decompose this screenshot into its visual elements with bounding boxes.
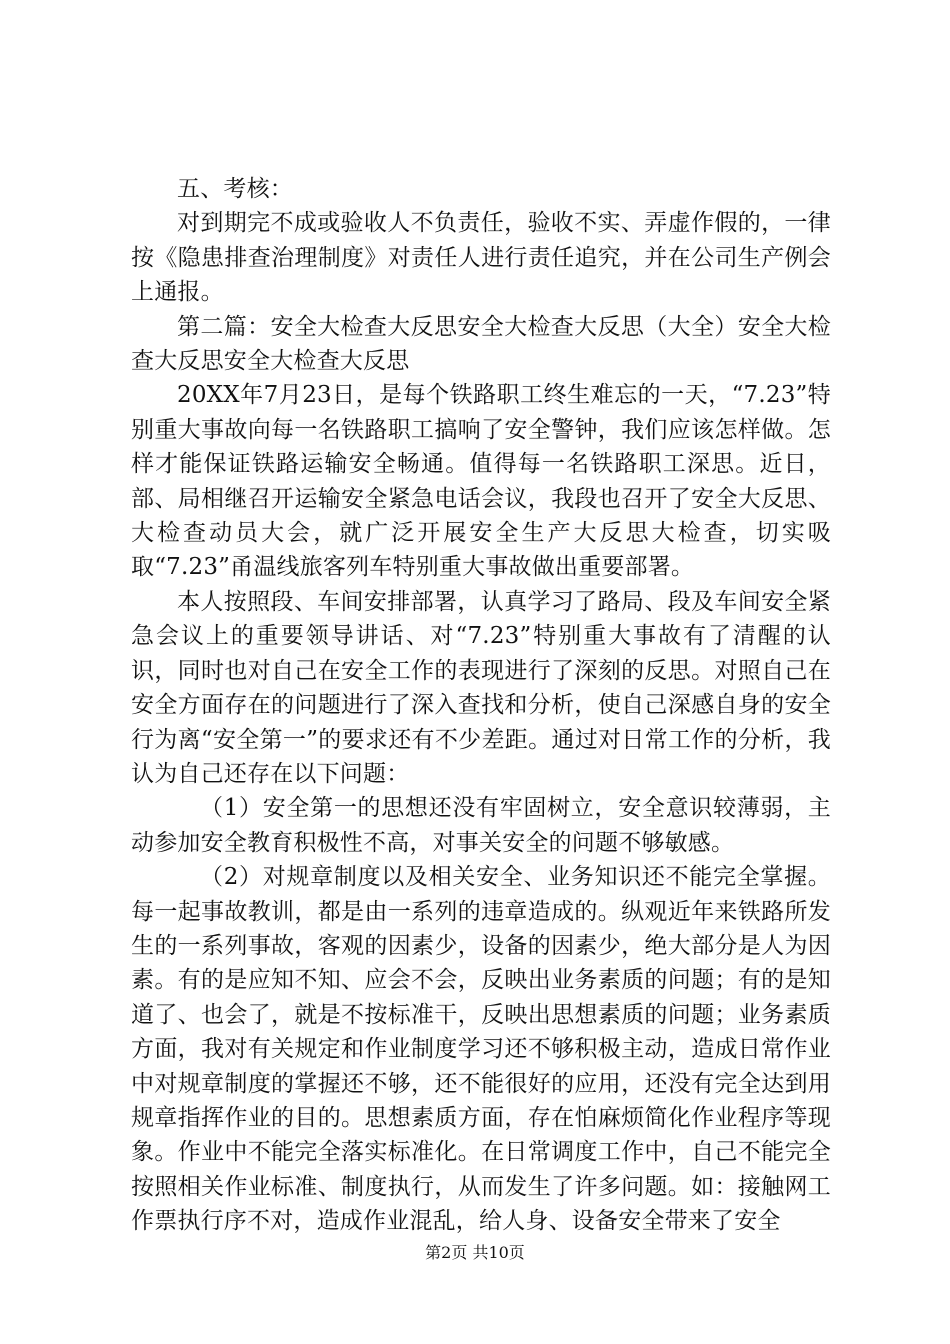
document-body bbox=[131, 172, 831, 1239]
paragraph-section-heading: 五、考核： bbox=[177, 176, 293, 202]
page-number: 第2页 共10页 bbox=[425, 1243, 525, 1262]
paragraph-list-item: （2）对规章制度以及相关安全、业务知识还不能完全掌握。每一起事故教训，都是由一系列的违章造成的。纵观近年来铁路所发生的一系列事故，客观的因素少，设备的因素少，绝大部分是人为因素。有的是应知不知、应会不会，反映出业务素质的问题；有的是知道了、也会了，就是不按标准干，反映出思想素质的问题；业务素质方面，我对有关规定和作业制度学习还不够积极主动，造成日常作业中对规章制度的掌握还不够，还不能很好的应用，还没有完全达到用规章指挥作业的目的。思想素质方面，存在怕麻烦简化作业程序等现象。作业中不能完全落实标准化。在日常调度工作中，自己不能完全按照相关作业标准、制度执行，从而发生了许多问题。如：接触网工作票执行序不对，造成作业混乱，给人身、设备安全带来了安全 bbox=[131, 864, 831, 1235]
page-footer bbox=[0, 1243, 950, 1263]
paragraph: 20XX年7月23日，是每个铁路职工终生难忘的一天，“7.23”特别重大事故向每一名铁路职工搞响了安全警钟，我们应该怎样做。怎样才能保证铁路运输安全畅通。值得每一名铁路职工深思。近日，部、局相继召开运输安全紧急电话会议，我段也召开了安全大反思、大检查动员大会，就广泛开展安全生产大反思大检查，切实吸取“7.23”甬温线旅客列车特别重大事故做出重要部署。 bbox=[131, 382, 831, 581]
paragraph: 本人按照段、车间安排部署，认真学习了路局、段及车间安全紧急会议上的重要领导讲话、对“7.23”特别重大事故有了清醒的认识，同时也对自己在安全工作的表现进行了深刻的反思。对照自己在安全方面存在的问题进行了深入查找和分析，使自己深感自身的安全行为离“安全第一”的要求还有不少差距。通过对日常工作的分析，我认为自己还存在以下问题： bbox=[131, 588, 831, 787]
paragraph-list-item: （1）安全第一的思想还没有牢固树立，安全意识较薄弱，主动参加安全教育积极性不高，对事关安全的问题不够敏感。 bbox=[131, 795, 831, 856]
paragraph-chapter-title: 第二篇：安全大检查大反思安全大检查大反思（大全）安全大检查大反思安全大检查大反思 bbox=[131, 313, 831, 375]
paragraph: 对到期完不成或验收人不负责任，验收不实、弄虚作假的，一律按《隐患排查治理制度》对责任人进行责任追究，并在公司生产例会上通报。 bbox=[131, 210, 831, 306]
